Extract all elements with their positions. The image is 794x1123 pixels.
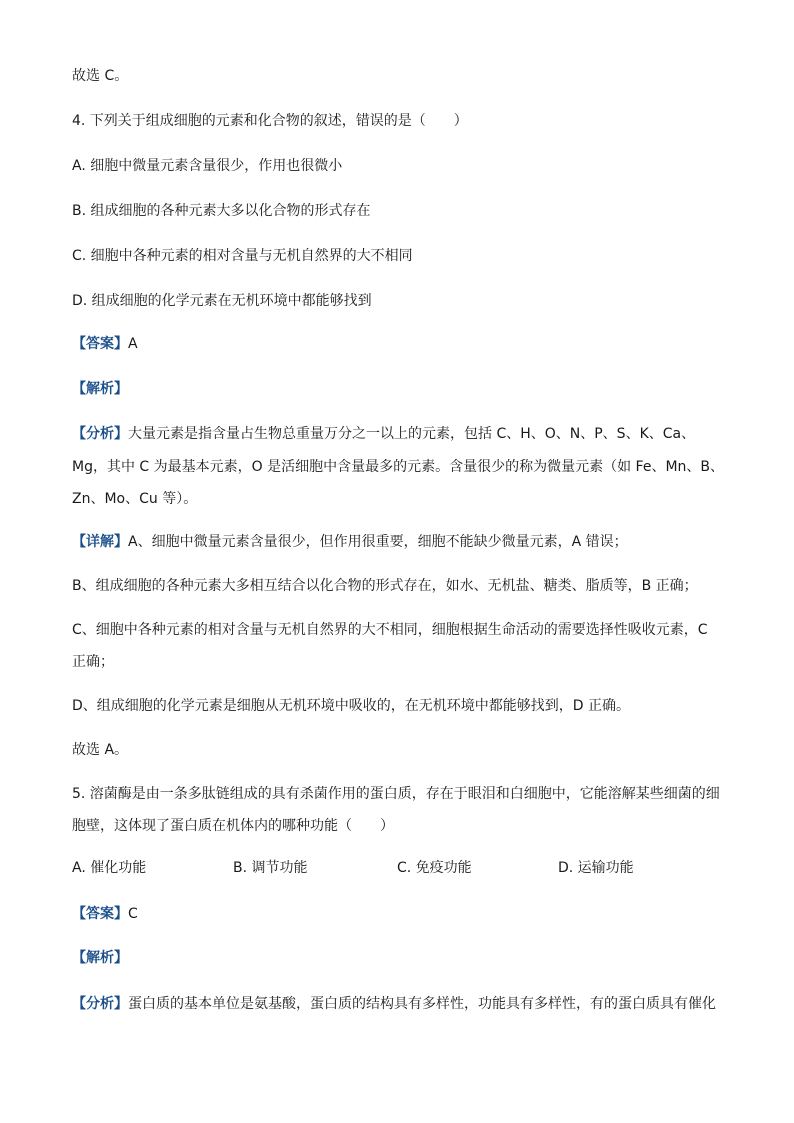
question-5-option-c: C. 免疫功能 (397, 860, 472, 876)
answer-label: 【答案】 (72, 906, 128, 922)
detail-4-line-5: D、组成细胞的化学元素是细胞从无机环境中吸收的，在无机环境中都能够找到，D 正确。 (72, 698, 631, 714)
question-4-stem: 4. 下列关于组成细胞的元素和化合物的叙述，错误的是（ ） (72, 113, 468, 129)
analysis-4-line-2: Mg，其中 C 为最基本元素，O 是活细胞中含量最多的元素。含量很少的称为微量元素（如 Fe、Mn、B、 (72, 459, 725, 475)
detail-4-line-4: 正确； (72, 654, 114, 670)
analysis-4-line-3: Zn、Mo、Cu 等）。 (72, 491, 198, 507)
detail-text: A、细胞中微量元素含量很少，但作用很重要，细胞不能缺少微量元素，A 错误； (128, 534, 628, 550)
question-4-option-b: B. 组成细胞的各种元素大多以化合物的形式存在 (72, 203, 371, 219)
analysis-4-line-1 (72, 424, 734, 444)
analysis-label: 【解析】 (72, 950, 128, 966)
analysis-5-line-1 (72, 994, 734, 1014)
analysis-label: 【解析】 (72, 381, 128, 397)
analysis-text: 大量元素是指含量占生物总重量万分之一以上的元素，包括 C、H、O、N、P、S、K、Ca、 (128, 426, 696, 442)
analysis-heading-4 (72, 379, 734, 399)
conclusion-text: 故选 C。 (72, 68, 129, 84)
answer-value: A (128, 336, 138, 352)
question-5-stem-line-1: 5. 溶菌酶是由一条多肽链组成的具有杀菌作用的蛋白质，存在于眼泪和白细胞中，它能溶解某些细菌的细 (72, 786, 720, 802)
detail-4-line-2: B、组成细胞的各种元素大多相互结合以化合物的形式存在，如水、无机盐、糖类、脂质等，B 正确； (72, 578, 698, 594)
conclusion-text-a: 故选 A。 (72, 742, 129, 758)
question-5-options (72, 858, 732, 880)
detail-4-line-3: C、细胞中各种元素的相对含量与无机自然界的大不相同，细胞根据生命活动的需要选择性吸收元素，C (72, 622, 708, 638)
detail-4-line-1 (72, 532, 734, 552)
question-4-option-d: D. 组成细胞的化学元素在无机环境中都能够找到 (72, 293, 372, 309)
question-4-option-c: C. 细胞中各种元素的相对含量与无机自然界的大不相同 (72, 248, 413, 264)
detail-tag: 【详解】 (72, 534, 128, 550)
analysis-text: 蛋白质的基本单位是氨基酸，蛋白质的结构具有多样性，功能具有多样性，有的蛋白质具有催化 (128, 996, 716, 1012)
analysis-tag: 【分析】 (72, 996, 128, 1012)
question-5-option-a: A. 催化功能 (72, 860, 147, 876)
question-5-option-b: B. 调节功能 (233, 860, 308, 876)
analysis-tag: 【分析】 (72, 426, 128, 442)
answer-label: 【答案】 (72, 336, 128, 352)
answer-value: C (128, 906, 138, 922)
analysis-heading-5 (72, 948, 734, 968)
question-5-option-d: D. 运输功能 (558, 860, 634, 876)
answer-5 (72, 904, 734, 924)
question-5-stem-line-2: 胞壁，这体现了蛋白质在机体内的哪种功能（ ） (72, 818, 394, 834)
question-4-option-a: A. 细胞中微量元素含量很少，作用也很微小 (72, 158, 343, 174)
answer-4 (72, 334, 734, 354)
